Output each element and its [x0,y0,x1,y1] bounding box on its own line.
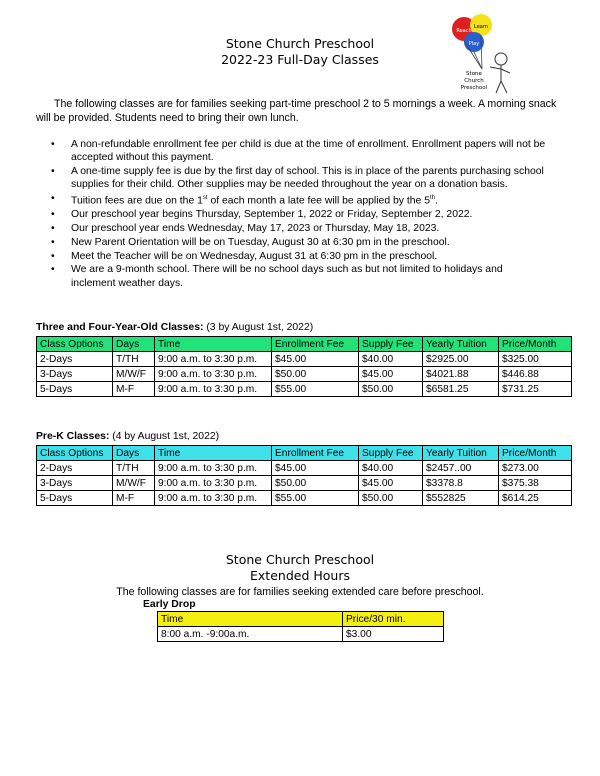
column-header: Yearly Tuition [423,337,499,352]
column-header: Class Options [37,446,113,461]
column-header: Time [155,337,272,352]
three-four-year-table [36,336,572,397]
extended-subtitle: Extended Hours [250,568,350,583]
policy-list [51,138,549,290]
extended-intro: The following classes are for families seeking extended care before preschool. [116,586,484,598]
column-header: Class Options [37,337,113,352]
early-drop-label: Early Drop [143,599,196,610]
list-item: • Meet the Teacher will be on Wednesday, August 31 at 6:30 pm in the preschool. [51,250,438,262]
column-header: Supply Fee [359,446,423,461]
logo-text-2: Church [464,78,484,84]
list-item: • New Parent Orientation will be on Tuesday, August 30 at 6:30 pm in the preschool. [51,236,450,248]
column-header: Days [113,446,155,461]
column-header: Price/30 min. [343,612,444,627]
extended-title: Stone Church Preschool [225,552,375,567]
table2-label: Pre-K Classes: (4 by August 1st, 2022) [36,431,220,442]
column-header: Supply Fee [359,337,423,352]
table-row: 5-Days M-F 9:00 a.m. to 3:30 p.m. $55.00 $50.00 $552825 $614.25 [37,491,572,506]
table-row: 8:00 a.m. -9:00a.m. $3.00 [158,627,444,642]
column-header: Price/Month [499,337,572,352]
logo-text-3: Preschool [460,85,488,91]
column-header: Price/Month [499,446,572,461]
column-header: Time [155,446,272,461]
column-header: Time [158,612,343,627]
preschool-logo [444,13,518,97]
column-header: Yearly Tuition [423,446,499,461]
list-item: • We are a 9-month school. There will be no school days such as but not limited to holidays and inclement weather days. [51,264,503,289]
page-subtitle: 2022-23 Full-Day Classes [221,52,379,67]
intro-paragraph: The following classes are for families seeking part-time preschool 2 to 5 mornings a week. A morning snack will be provided. Students need to bring their own lunch. [36,98,557,124]
list-item: • Tuition fees are due on the 1st of each month a late fee will be applied by the 5th. [51,193,438,207]
list-item: • Our preschool year begins Thursday, September 1, 2022 or Friday, September 2, 2022. [51,209,473,221]
table1-label: Three and Four-Year-Old Classes: (3 by August 1st, 2022) [36,322,314,333]
list-item: • Our preschool year ends Wednesday, May 17, 2023 or Thursday, May 18, 2023. [51,223,440,235]
table-row: 3-Days M/W/F 9:00 a.m. to 3:30 p.m. $50.00 $45.00 $4021.88 $446.88 [37,367,572,382]
column-header: Days [113,337,155,352]
balloon-text-1: Reach [456,28,472,34]
column-header: Enrollment Fee [272,446,359,461]
table-row: 2-Days T/TH 9:00 a.m. to 3:30 p.m. $45.00 $40.00 $2457..00 $273.00 [37,461,572,476]
pre-k-table [36,445,572,506]
page-title: Stone Church Preschool [225,36,375,51]
table-row: 3-Days M/W/F 9:00 a.m. to 3:30 p.m. $50.00 $45.00 $3378.8 $375.38 [37,476,572,491]
table-header-row [37,337,572,352]
column-header: Enrollment Fee [272,337,359,352]
list-item: • A one-time supply fee is due by the first day of school. This is in place of the parents purchasing school supplies for their child. Other supplies may be needed throughout the year on a donation basis. [51,166,544,191]
table-row: 5-Days M-F 9:00 a.m. to 3:30 p.m. $55.00 $50.00 $6581.25 $731.25 [37,382,572,397]
logo-text-1: Stone [466,71,482,77]
table-header-row [158,612,444,627]
balloon-text-2: Learn [474,24,488,30]
list-item: • A non-refundable enrollment fee per child is due at the time of enrollment. Enrollment papers will not be accepted without this payment. [51,139,546,164]
table-row: 2-Days T/TH 9:00 a.m. to 3:30 p.m. $45.00 $40.00 $2925.00 $325.00 [37,352,572,367]
balloon-text-3: Play [468,41,480,47]
table-header-row [37,446,572,461]
early-drop-table [157,611,444,642]
